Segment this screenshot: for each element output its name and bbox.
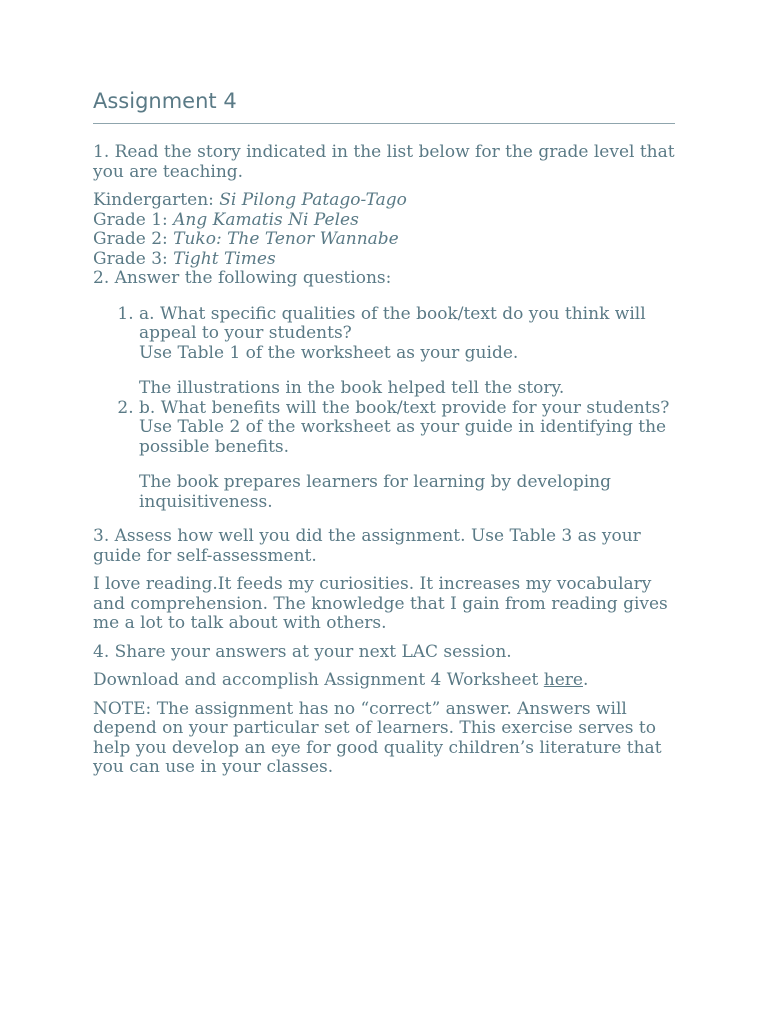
step-3-text: 3. Assess how well you did the assignment. Use Table 3 as your guide for self-assessment. [93, 526, 641, 566]
question-answer: The book prepares learners for learning by developing inquisitiveness. [139, 472, 611, 512]
document-page [93, 88, 675, 787]
book-title: Tuko: The Tenor Wannabe [173, 229, 399, 249]
question-list [93, 305, 675, 513]
question-item [139, 305, 675, 399]
step-2-text: 2. Answer the following questions: [93, 268, 392, 288]
title-divider [93, 123, 675, 124]
question-instruction: Use Table 1 of the worksheet as your guide. [139, 342, 519, 363]
book-title: Tight Times [173, 248, 276, 269]
book-title: Ang Kamatis Ni Peles [173, 209, 359, 230]
question-text: 2. b. What benefits will the book/text provide for your students? [139, 397, 670, 418]
question-answer: The illustrations in the book helped tell the story. [139, 378, 565, 398]
grade-item-grade-3 [93, 250, 675, 270]
grade-item-grade-1 [93, 211, 675, 231]
grade-label: Grade 3: [93, 248, 174, 269]
download-prefix: Download and accomplish Assignment 4 Worksheet [93, 670, 544, 690]
question-instruction: Use Table 2 of the worksheet as your guide in identifying the possible benefits. [139, 417, 667, 457]
grade-label: Grade 2: [93, 229, 174, 249]
grade-label: Grade 1: [93, 209, 174, 230]
self-assessment-text: I love reading.It feeds my curiosities. It increases my vocabulary and comprehension. The knowledge that I gain from reading gives me a lot to talk about with others. [93, 574, 668, 633]
download-suffix: . [583, 670, 589, 690]
grade-label: Kindergarten: [93, 190, 220, 210]
step-1-text: 1. Read the story indicated in the list below for the grade level that you are teaching. [93, 142, 675, 182]
step-4-text: 4. Share your answers at your next LAC session. [93, 641, 512, 662]
grade-list [93, 191, 675, 269]
book-title: Si Pilong Patago-Tago [219, 190, 407, 210]
download-line [93, 671, 675, 691]
grade-item-grade-2 [93, 230, 675, 250]
question-item [139, 399, 675, 513]
question-text: 1. a. What specific qualities of the book/text do you think will appeal to your students? [139, 303, 646, 343]
worksheet-download-link[interactable]: here [543, 670, 583, 690]
grade-item-kindergarten [93, 191, 675, 211]
note-text: NOTE: The assignment has no “correct” answer. Answers will depend on your particular set of learners. This exercise serves to help you develop an eye for good quality children’s literature that you can use in your classes. [93, 698, 662, 777]
page-title: Assignment 4 [93, 89, 237, 113]
